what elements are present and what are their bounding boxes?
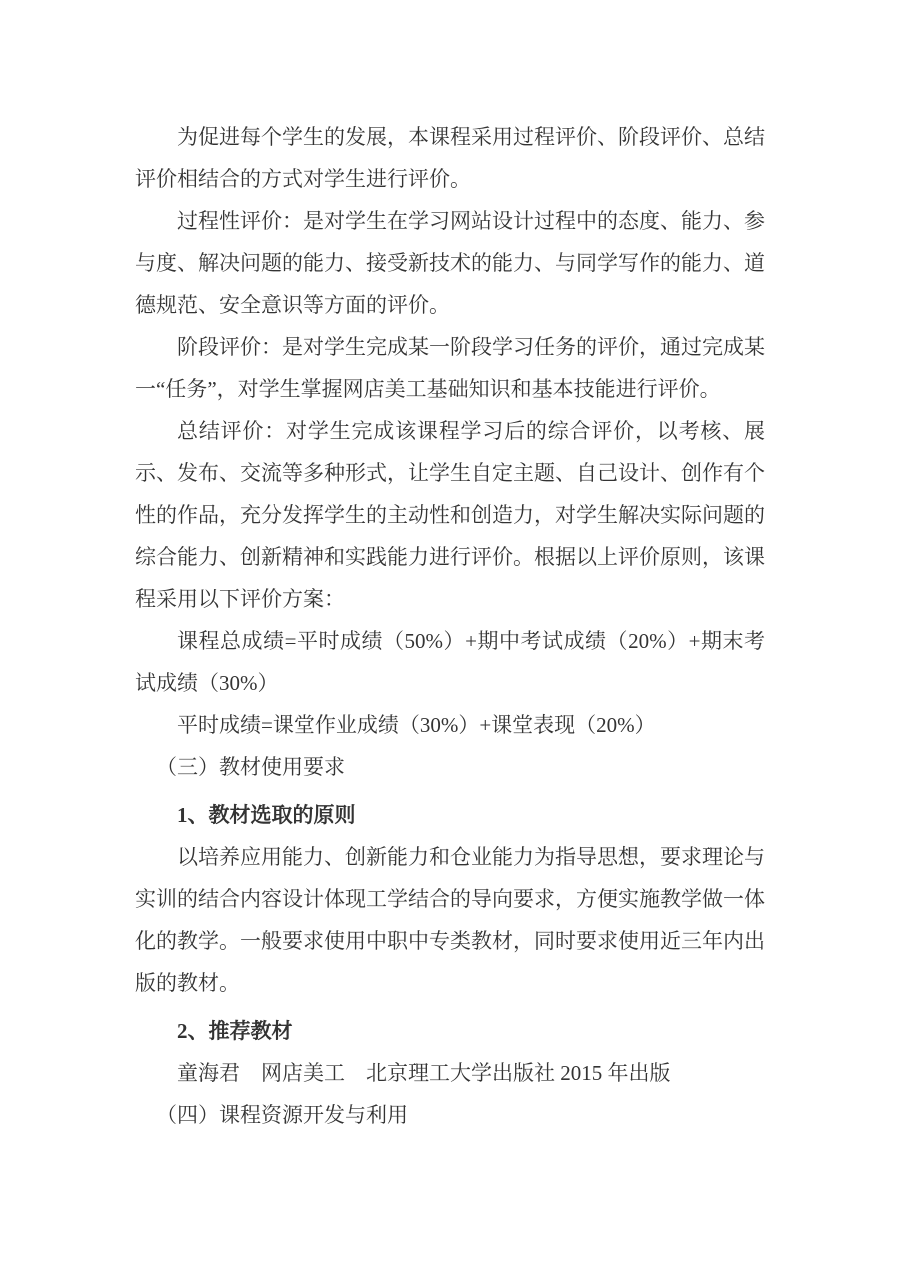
paragraph: （四）课程资源开发与利用 — [156, 1103, 408, 1127]
paragraph: 为促进每个学生的发展，本课程采用过程评价、阶段评价、总结评价相结合的方式对学生进行评价。 — [135, 125, 765, 191]
paragraph: 阶段评价：是对学生完成某一阶段学习任务的评价，通过完成某一“任务”，对学生掌握网店美工基础知识和基本技能进行评价。 — [135, 335, 765, 401]
paragraph: 平时成绩=课堂作业成绩（30%）+课堂表现（20%） — [177, 713, 656, 737]
paragraph: 以培养应用能力、创新能力和仓业能力为指导思想，要求理论与实训的结合内容设计体现工学结合的导向要求，方便实施教学做一体化的教学。一般要求使用中职中专类教材，同时要求使用近三年内出版的教材。 — [135, 845, 765, 995]
paragraph: 总结评价：对学生完成该课程学习后的综合评价，以考核、展示、发布、交流等多种形式，让学生自定主题、自己设计、创作有个性的作品，充分发挥学生的主动性和创造力，对学生解决实际问题的综合能力、创新精神和实践能力进行评价。根据以上评价原则，该课程采用以下评价方案： — [135, 419, 765, 611]
paragraph: （三）教材使用要求 — [156, 755, 345, 779]
section-heading: 1、教材选取的原则 — [177, 803, 356, 827]
paragraph: 童海君 网店美工 北京理工大学出版社 2015 年出版 — [177, 1061, 671, 1085]
paragraph: 课程总成绩=平时成绩（50%）+期中考试成绩（20%）+期末考试成绩（30%） — [135, 629, 765, 695]
paragraph: 过程性评价：是对学生在学习网站设计过程中的态度、能力、参与度、解决问题的能力、接受新技术的能力、与同学写作的能力、道德规范、安全意识等方面的评价。 — [135, 209, 765, 317]
document-body — [135, 116, 765, 1136]
section-heading: 2、推荐教材 — [177, 1019, 293, 1043]
